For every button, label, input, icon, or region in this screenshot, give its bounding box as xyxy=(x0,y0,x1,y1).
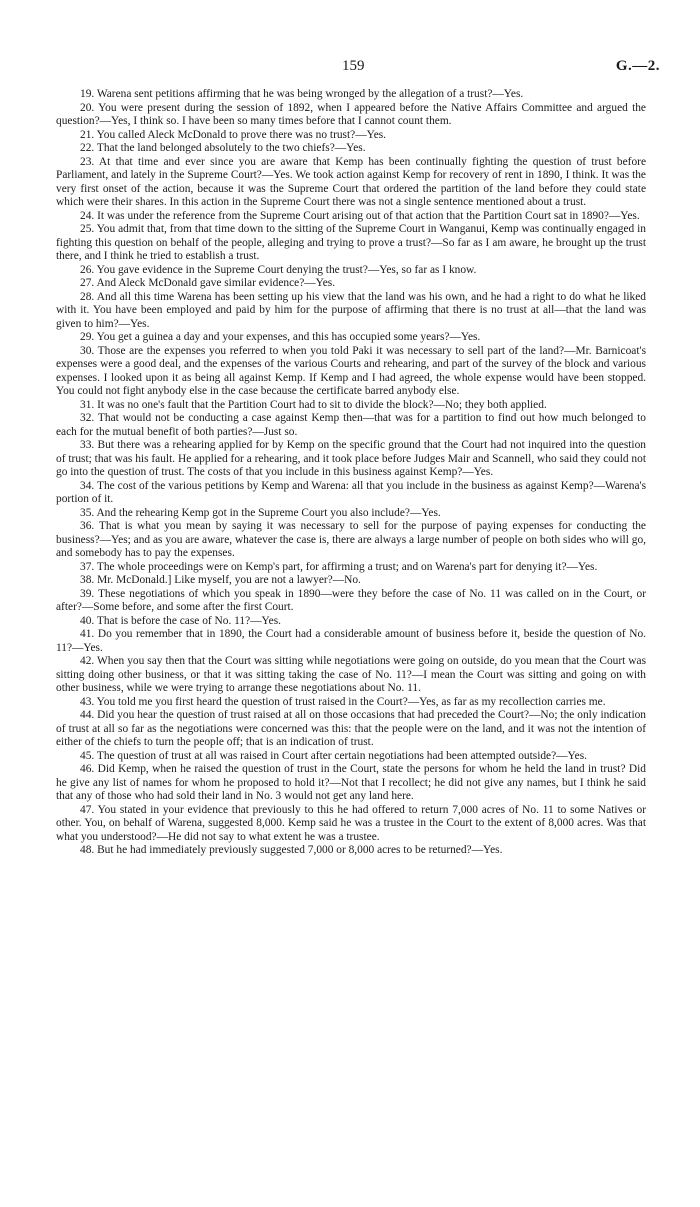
paragraph: 32. That would not be conducting a case against Kemp then—that was for a partition to find out how much belonged to each for the mutual benefit of both parties?—Just so. xyxy=(56,412,646,438)
paragraph: 48. But he had immediately previously suggested 7,000 or 8,000 acres to be returned?—Yes. xyxy=(80,844,503,856)
paragraph: 25. You admit that, from that time down to the sitting of the Supreme Court in Wanganui, Kemp was continually engaged in fighting this question on behalf of the people, alleging and trying to prove a trust?—So far as I am aware, he brought up the trust there, and I think he tried to establish a trust. xyxy=(56,223,646,262)
paragraph: 37. The whole proceedings were on Kemp's part, for affirming a trust; and on Warena's part for denying it?—Yes. xyxy=(80,560,598,573)
paragraph: 26. You gave evidence in the Supreme Court denying the trust?—Yes, so far as I know. xyxy=(80,263,477,276)
paragraph: 31. It was no one's fault that the Partition Court had to sit to divide the block?—No; they both applied. xyxy=(80,398,547,411)
paragraph: 21. You called Aleck McDonald to prove there was no trust?—Yes. xyxy=(80,128,387,141)
paragraph: 34. The cost of the various petitions by Kemp and Warena: all that you include in the business as against Kemp?—Warena's portion of it. xyxy=(56,479,646,505)
page-number: 159 xyxy=(342,58,365,74)
paragraph: 38. Mr. McDonald.] Like myself, you are not a lawyer?—No. xyxy=(80,574,361,586)
paragraph: 43. You told me you first heard the question of trust raised in the Court?—Yes, as far as my recollection carries me. xyxy=(80,695,606,708)
paragraph: 27. And Aleck McDonald gave similar evidence?—Yes. xyxy=(80,277,336,289)
paragraph: 39. These negotiations of which you speak in 1890—were they before the case of No. 11 was called on in the Court, or after?—Some before, and some after the first Court. xyxy=(56,587,646,613)
document-reference: G.—2. xyxy=(615,58,660,74)
paragraph: 40. That is before the case of No. 11?—Yes. xyxy=(80,614,281,627)
paragraph: 19. Warena sent petitions affirming that he was being wronged by the allegation of a trust?—Yes. xyxy=(80,88,524,100)
paragraph: 47. You stated in your evidence that previously to this he had offered to return 7,000 acres of No. 11 to some Natives or other. You, on behalf of Warena, suggested 8,000. Kemp said he was a trustee in the Court to the extent of 8,000 acres. Was that what you understood?—He did not say to what extent he was a trustee. xyxy=(56,803,646,843)
paragraph: 44. Did you hear the question of trust raised at all on those occasions that had preceded the Court?—No; the only indication of trust at all so far as the negotiations were concerned was this: that the people were on the land, and it was not the intention of either of the chiefs to turn the people off; that is an indication of trust. xyxy=(56,709,646,748)
paragraph: 28. And all this time Warena has been setting up his view that the land was his own, and he had a right to do what he liked with it. You have been employed and paid by him for the purpose of affirming that there is no trust at all—that the land was given to him?—Yes. xyxy=(56,290,646,330)
paragraph: 23. At that time and ever since you are aware that Kemp has been continually fighting the question of trust before Parliament, and lately in the Supreme Court?—Yes. We took action against Kemp for recovery of rent in 1890, I think. It was the very first onset of the action, because it was the Supreme Court that ordered the partition of the land before they could state which were their shares. In this action in the Supreme Court there was not a single sentence mentioned about a trust. xyxy=(56,155,646,208)
page-header xyxy=(56,58,660,88)
document-body xyxy=(56,88,646,858)
paragraph: 36. That is what you mean by saying it was necessary to sell for the purpose of paying expenses for conducting the business?—Yes; and as you are aware, whatever the case is, there are always a large number of people on both sides who will go, and somebody has to pay the expenses. xyxy=(56,520,646,559)
paragraph: 33. But there was a rehearing applied for by Kemp on the specific ground that the Court had not inquired into the question of trust; that was his fault. He applied for a rehearing, and it took place before Judges Mair and Scannell, who said they could not go into the question of trust. The costs of that you include in this business against Kemp?—Yes. xyxy=(56,439,646,478)
paragraph: 30. Those are the expenses you referred to when you told Paki it was necessary to sell part of the land?—Mr. Barnicoat's expenses were a good deal, and the expenses of the various Courts and rehearing, and part of the survey of the block and various expenses. I looked upon it as being all against Kemp. If Kemp and I had agreed, the whole expense would have been stopped. You could not fight anybody else in the case because the certificate barred anybody else. xyxy=(56,344,646,397)
paragraph: 20. You were present during the session of 1892, when I appeared before the Native Affairs Committee and argued the question?—Yes, I think so. I have been so many times before that I cannot count them. xyxy=(56,101,646,127)
paragraph: 35. And the rehearing Kemp got in the Supreme Court you also include?—Yes. xyxy=(80,506,441,519)
paragraph: 29. You get a guinea a day and your expenses, and this has occupied some years?—Yes. xyxy=(80,331,481,343)
paragraph: 24. It was under the reference from the Supreme Court arising out of that action that the Partition Court sat in 1890?—Yes. xyxy=(80,209,640,222)
paragraph: 46. Did Kemp, when he raised the question of trust in the Court, state the persons for whom he held the land in trust? Did he give any list of names for whom he proposed to hold it?—Not that I recollect; he did not give any names, but I think he said that any of those who had sold their land in No. 3 would not get any land here. xyxy=(56,763,646,802)
paragraph: 42. When you say then that the Court was sitting while negotiations were going on outside, do you mean that the Court was sitting doing other business, or that it was sitting taking the case of No. 11?—I mean the Court was sitting and going on with other business, while we were trying to arrange these negotiations about No. 11. xyxy=(56,655,646,694)
paragraph: 41. Do you remember that in 1890, the Court had a considerable amount of business before it, beside the question of No. 11?—Yes. xyxy=(56,628,646,654)
paragraph: 45. The question of trust at all was raised in Court after certain negotiations had been attempted outside?—Yes. xyxy=(80,749,587,762)
paragraph: 22. That the land belonged absolutely to the two chiefs?—Yes. xyxy=(80,142,366,154)
